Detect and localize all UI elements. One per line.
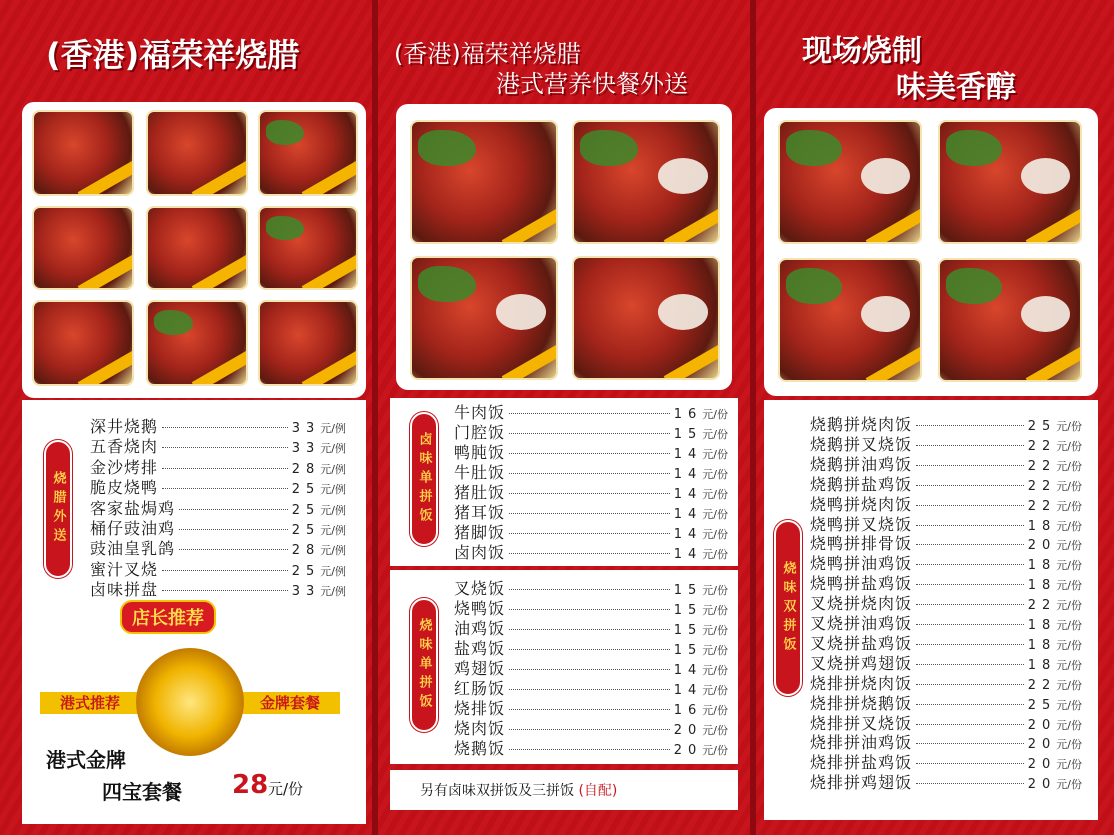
- panel2-title-line1: (香港)福荣祥烧腊: [394, 40, 581, 68]
- leader-dots: [509, 533, 670, 534]
- leader-dots: [509, 589, 670, 590]
- leader-dots: [179, 509, 288, 510]
- item-name: 烧鸭拼烧肉饭: [810, 494, 913, 514]
- food-photo: [410, 120, 558, 244]
- photo-grid: [764, 108, 1098, 396]
- item-name: 五香烧肉: [90, 437, 159, 457]
- panel2-title-line2: 港式营养快餐外送: [496, 70, 688, 98]
- item-unit: 元/份: [1056, 559, 1082, 573]
- panel1-title: (香港)福荣祥烧腊: [46, 36, 300, 74]
- footnote-text: 另有卤味双拼饭及三拼饭: [420, 783, 574, 799]
- leader-dots: [916, 445, 1024, 446]
- item-price: 22: [1027, 458, 1057, 474]
- leader-dots: [509, 709, 670, 710]
- item-name: 烧排饭: [454, 699, 506, 718]
- item-name: 烧鸭拼油鸡饭: [810, 554, 913, 574]
- item-price: 20: [1027, 757, 1057, 773]
- item-price: 15: [673, 427, 703, 442]
- item-name: 烧排拼油鸡饭: [810, 733, 913, 753]
- item-unit: 元/例: [320, 564, 346, 578]
- item-name: 烧鸭拼排骨饭: [810, 534, 913, 554]
- item-price: 22: [1027, 677, 1057, 693]
- item-price: 33: [291, 421, 321, 436]
- item-unit: 元/例: [320, 483, 346, 497]
- item-name: 猪耳饭: [454, 503, 506, 522]
- item-unit: 元/份: [702, 584, 728, 597]
- item-price: 14: [673, 683, 703, 698]
- side-tag-braised: 卤味单拼饭: [410, 412, 438, 546]
- item-name: 客家盐焗鸡: [90, 498, 176, 518]
- banner-left: 港式推荐: [40, 692, 140, 714]
- item-name: 卤肉饭: [454, 543, 506, 562]
- item-name: 烧鹅拼叉烧饭: [810, 434, 913, 454]
- panel3-title-line1: 现场烧制: [802, 34, 922, 69]
- item-name: 鸭肫饭: [454, 443, 506, 462]
- item-unit: 元/份: [1056, 579, 1082, 593]
- item-name: 红肠饭: [454, 679, 506, 698]
- item-name: 牛肚饭: [454, 463, 506, 482]
- leader-dots: [179, 549, 288, 550]
- item-unit: 元/例: [320, 422, 346, 435]
- item-price: 22: [1027, 498, 1057, 514]
- price-row: [454, 540, 728, 563]
- leader-dots: [509, 553, 670, 554]
- photo-grid: [22, 102, 366, 398]
- item-unit: 元/份: [702, 744, 728, 757]
- side-tag: 烧味双拼饭: [774, 520, 802, 696]
- item-unit: 元/份: [702, 724, 728, 737]
- item-price: 25: [291, 502, 321, 518]
- item-unit: 元/例: [320, 442, 346, 456]
- item-unit: 元/份: [702, 644, 728, 657]
- leader-dots: [509, 493, 670, 494]
- item-unit: 元/份: [702, 468, 728, 481]
- item-name: 叉烧拼鸡翅饭: [810, 653, 913, 673]
- manager-recommend-badge: 店长推荐: [120, 600, 216, 634]
- leader-dots: [509, 749, 670, 750]
- leader-dots: [162, 488, 288, 489]
- item-name: 烧鹅饭: [454, 739, 506, 758]
- leader-dots: [916, 564, 1024, 565]
- item-name: 盐鸡饭: [454, 639, 506, 658]
- leader-dots: [916, 544, 1024, 545]
- food-photo: [938, 120, 1082, 244]
- item-price: 20: [1027, 538, 1057, 554]
- combo-price: 28: [232, 770, 269, 800]
- leader-dots: [916, 743, 1024, 744]
- leader-dots: [509, 433, 670, 434]
- double-rice-price-list: [764, 400, 1098, 820]
- leader-dots: [509, 513, 670, 514]
- item-unit: 元/例: [320, 544, 346, 558]
- item-name: 卤味拼盘: [90, 580, 159, 600]
- leader-dots: [916, 604, 1024, 605]
- item-price: 14: [673, 507, 703, 522]
- item-name: 烧排拼叉烧饭: [810, 713, 913, 733]
- item-name: 蜜汁叉烧: [90, 559, 159, 579]
- item-price: 15: [673, 603, 703, 618]
- item-price: 22: [1027, 478, 1057, 494]
- item-unit: 元/份: [702, 548, 728, 561]
- side-tag-roast-single: 烧味单拼饭: [410, 598, 438, 732]
- item-unit: 元/份: [1056, 599, 1082, 613]
- leader-dots: [162, 570, 288, 571]
- item-price: 14: [673, 663, 703, 678]
- food-photo: [258, 110, 358, 196]
- item-unit: 元/份: [1056, 459, 1082, 473]
- leader-dots: [509, 473, 670, 474]
- item-name: 烧排拼烧肉饭: [810, 673, 913, 693]
- food-photo: [32, 110, 134, 196]
- item-price: 33: [291, 441, 321, 457]
- leader-dots: [509, 629, 670, 630]
- item-price: 22: [1027, 438, 1057, 454]
- item-price: 20: [1027, 737, 1057, 753]
- leader-dots: [179, 529, 288, 530]
- item-unit: 元/份: [1056, 658, 1082, 672]
- leader-dots: [916, 465, 1024, 466]
- footnote-highlight: (自配): [578, 783, 618, 799]
- leader-dots: [509, 689, 670, 690]
- item-price: 18: [1027, 558, 1057, 574]
- food-photo: [778, 258, 922, 382]
- item-unit: 元/例: [320, 585, 346, 599]
- leader-dots: [509, 413, 670, 414]
- item-unit: 元/例: [320, 503, 346, 517]
- combo-line1: 港式金牌: [46, 748, 126, 772]
- item-name: 叉烧拼烧肉饭: [810, 594, 913, 614]
- item-unit: 元/份: [1056, 519, 1082, 533]
- item-unit: 元/份: [702, 528, 728, 541]
- item-name: 鸡翅饭: [454, 659, 506, 678]
- item-name: 烧鸭拼叉烧饭: [810, 514, 913, 534]
- item-name: 烧鸭拼盐鸡饭: [810, 574, 913, 594]
- food-photo: [258, 300, 358, 386]
- item-price: 14: [673, 547, 703, 562]
- item-unit: 元/份: [1056, 638, 1082, 652]
- item-name: 烧排拼鸡翅饭: [810, 773, 913, 793]
- item-unit: 元/份: [1056, 499, 1082, 513]
- item-name: 桶仔豉油鸡: [90, 519, 176, 538]
- item-name: 烧鹅拼盐鸡饭: [810, 474, 913, 494]
- item-price: 20: [673, 743, 703, 758]
- price-row: [454, 736, 728, 759]
- leader-dots: [162, 468, 288, 469]
- leader-dots: [916, 425, 1024, 426]
- item-name: 豉油皇乳鸽: [90, 539, 176, 559]
- panel-roast-takeaway: [0, 0, 372, 835]
- item-price: 28: [291, 461, 321, 477]
- item-unit: 元/份: [702, 704, 728, 717]
- item-name: 叉烧拼油鸡饭: [810, 614, 913, 633]
- food-photo: [572, 120, 720, 244]
- item-price: 20: [1027, 777, 1057, 793]
- food-photo: [146, 110, 248, 196]
- item-price: 15: [673, 583, 703, 598]
- item-price: 18: [1027, 637, 1057, 653]
- item-unit: 元/份: [702, 664, 728, 677]
- leader-dots: [162, 427, 288, 428]
- panel-double-rice: [756, 0, 1114, 835]
- panel-fast-food: [378, 0, 750, 835]
- leader-dots: [916, 624, 1024, 625]
- item-name: 叉烧饭: [454, 579, 506, 598]
- item-price: 18: [1027, 618, 1057, 633]
- price-row: [90, 577, 346, 600]
- item-name: 烧排拼烧鹅饭: [810, 693, 913, 713]
- item-unit: 元/例: [320, 462, 346, 476]
- combo-unit: 元/份: [268, 780, 304, 798]
- item-unit: 元/份: [1056, 420, 1082, 433]
- leader-dots: [916, 783, 1024, 784]
- leader-dots: [162, 447, 288, 448]
- photo-grid: [396, 104, 732, 390]
- item-unit: 元/份: [702, 408, 728, 421]
- item-price: 15: [673, 643, 703, 658]
- leader-dots: [916, 644, 1024, 645]
- item-unit: 元/份: [1056, 678, 1082, 692]
- leader-dots: [509, 609, 670, 610]
- item-name: 深井烧鹅: [90, 417, 159, 436]
- item-name: 烧排拼盐鸡饭: [810, 753, 913, 773]
- item-name: 金沙烤排: [90, 457, 159, 477]
- item-price: 15: [673, 623, 703, 638]
- item-price: 16: [673, 703, 703, 718]
- panel3-title-line2: 味美香醇: [896, 70, 1016, 105]
- item-name: 猪脚饭: [454, 523, 506, 542]
- food-photo: [778, 120, 922, 244]
- footnote-box: [390, 770, 738, 810]
- item-price: 25: [1027, 419, 1057, 434]
- food-photo: [32, 206, 134, 290]
- item-name: 叉烧拼盐鸡饭: [810, 633, 913, 653]
- food-photo: [410, 256, 558, 380]
- braised-price-list: [390, 398, 738, 566]
- item-name: 烧鹅拼烧肉饭: [810, 415, 913, 434]
- item-unit: 元/份: [1056, 758, 1082, 772]
- item-price: 14: [673, 467, 703, 482]
- food-photo: [146, 206, 248, 290]
- item-unit: 元/份: [1056, 718, 1082, 732]
- leader-dots: [916, 664, 1024, 665]
- item-unit: 元/份: [1056, 439, 1082, 453]
- item-price: 18: [1027, 518, 1057, 534]
- item-unit: 元/份: [1056, 738, 1082, 752]
- roast-price-list: [22, 400, 366, 824]
- banner-right: 金牌套餐: [240, 692, 340, 714]
- item-name: 门腔饭: [454, 423, 506, 442]
- leader-dots: [916, 704, 1024, 705]
- item-price: 18: [1027, 578, 1057, 594]
- item-unit: 元/份: [1056, 698, 1082, 712]
- item-price: 25: [291, 523, 321, 538]
- item-price: 14: [673, 487, 703, 502]
- item-price: 16: [673, 407, 703, 422]
- leader-dots: [916, 505, 1024, 506]
- footnote: [420, 780, 617, 800]
- side-tag: 烧腊外送: [44, 440, 72, 578]
- item-unit: 元/份: [702, 488, 728, 501]
- item-price: 25: [1027, 697, 1057, 713]
- leader-dots: [916, 684, 1024, 685]
- item-price: 25: [291, 482, 321, 498]
- item-name: 油鸡饭: [454, 619, 506, 638]
- item-unit: 元/例: [320, 524, 346, 537]
- food-photo: [938, 258, 1082, 382]
- item-name: 脆皮烧鸭: [90, 478, 159, 498]
- item-price: 22: [1027, 598, 1057, 614]
- item-name: 烧鸭饭: [454, 599, 506, 618]
- food-photo: [258, 206, 358, 290]
- leader-dots: [916, 584, 1024, 585]
- item-unit: 元/份: [702, 508, 728, 521]
- item-unit: 元/份: [702, 604, 728, 617]
- item-price: 20: [1027, 717, 1057, 733]
- leader-dots: [509, 453, 670, 454]
- item-unit: 元/份: [1056, 778, 1082, 792]
- item-price: 14: [673, 447, 703, 462]
- roast-single-price-list: [390, 570, 738, 764]
- item-price: 14: [673, 527, 703, 542]
- price-row: [810, 770, 1082, 793]
- item-price: 28: [291, 543, 321, 559]
- item-name: 烧鹅拼油鸡饭: [810, 454, 913, 474]
- leader-dots: [916, 763, 1024, 764]
- food-photo: [572, 256, 720, 380]
- item-unit: 元/份: [1056, 619, 1082, 632]
- leader-dots: [509, 729, 670, 730]
- combo-line2: 四宝套餐: [102, 780, 182, 804]
- leader-dots: [509, 669, 670, 670]
- item-price: 20: [673, 723, 703, 738]
- leader-dots: [162, 590, 288, 591]
- item-unit: 元/份: [1056, 479, 1082, 493]
- leader-dots: [509, 649, 670, 650]
- item-unit: 元/份: [702, 684, 728, 697]
- item-unit: 元/份: [1056, 539, 1082, 553]
- item-price: 33: [291, 584, 321, 600]
- item-name: 烧肉饭: [454, 719, 506, 738]
- item-price: 25: [291, 563, 321, 579]
- leader-dots: [916, 525, 1024, 526]
- item-unit: 元/份: [702, 428, 728, 441]
- food-photo: [32, 300, 134, 386]
- item-name: 牛肉饭: [454, 403, 506, 422]
- item-name: 猪肚饭: [454, 483, 506, 502]
- item-unit: 元/份: [702, 448, 728, 461]
- food-photo: [146, 300, 248, 386]
- leader-dots: [916, 485, 1024, 486]
- item-unit: 元/份: [702, 624, 728, 637]
- leader-dots: [916, 724, 1024, 725]
- gold-emblem-icon: [136, 648, 244, 756]
- item-price: 18: [1027, 657, 1057, 673]
